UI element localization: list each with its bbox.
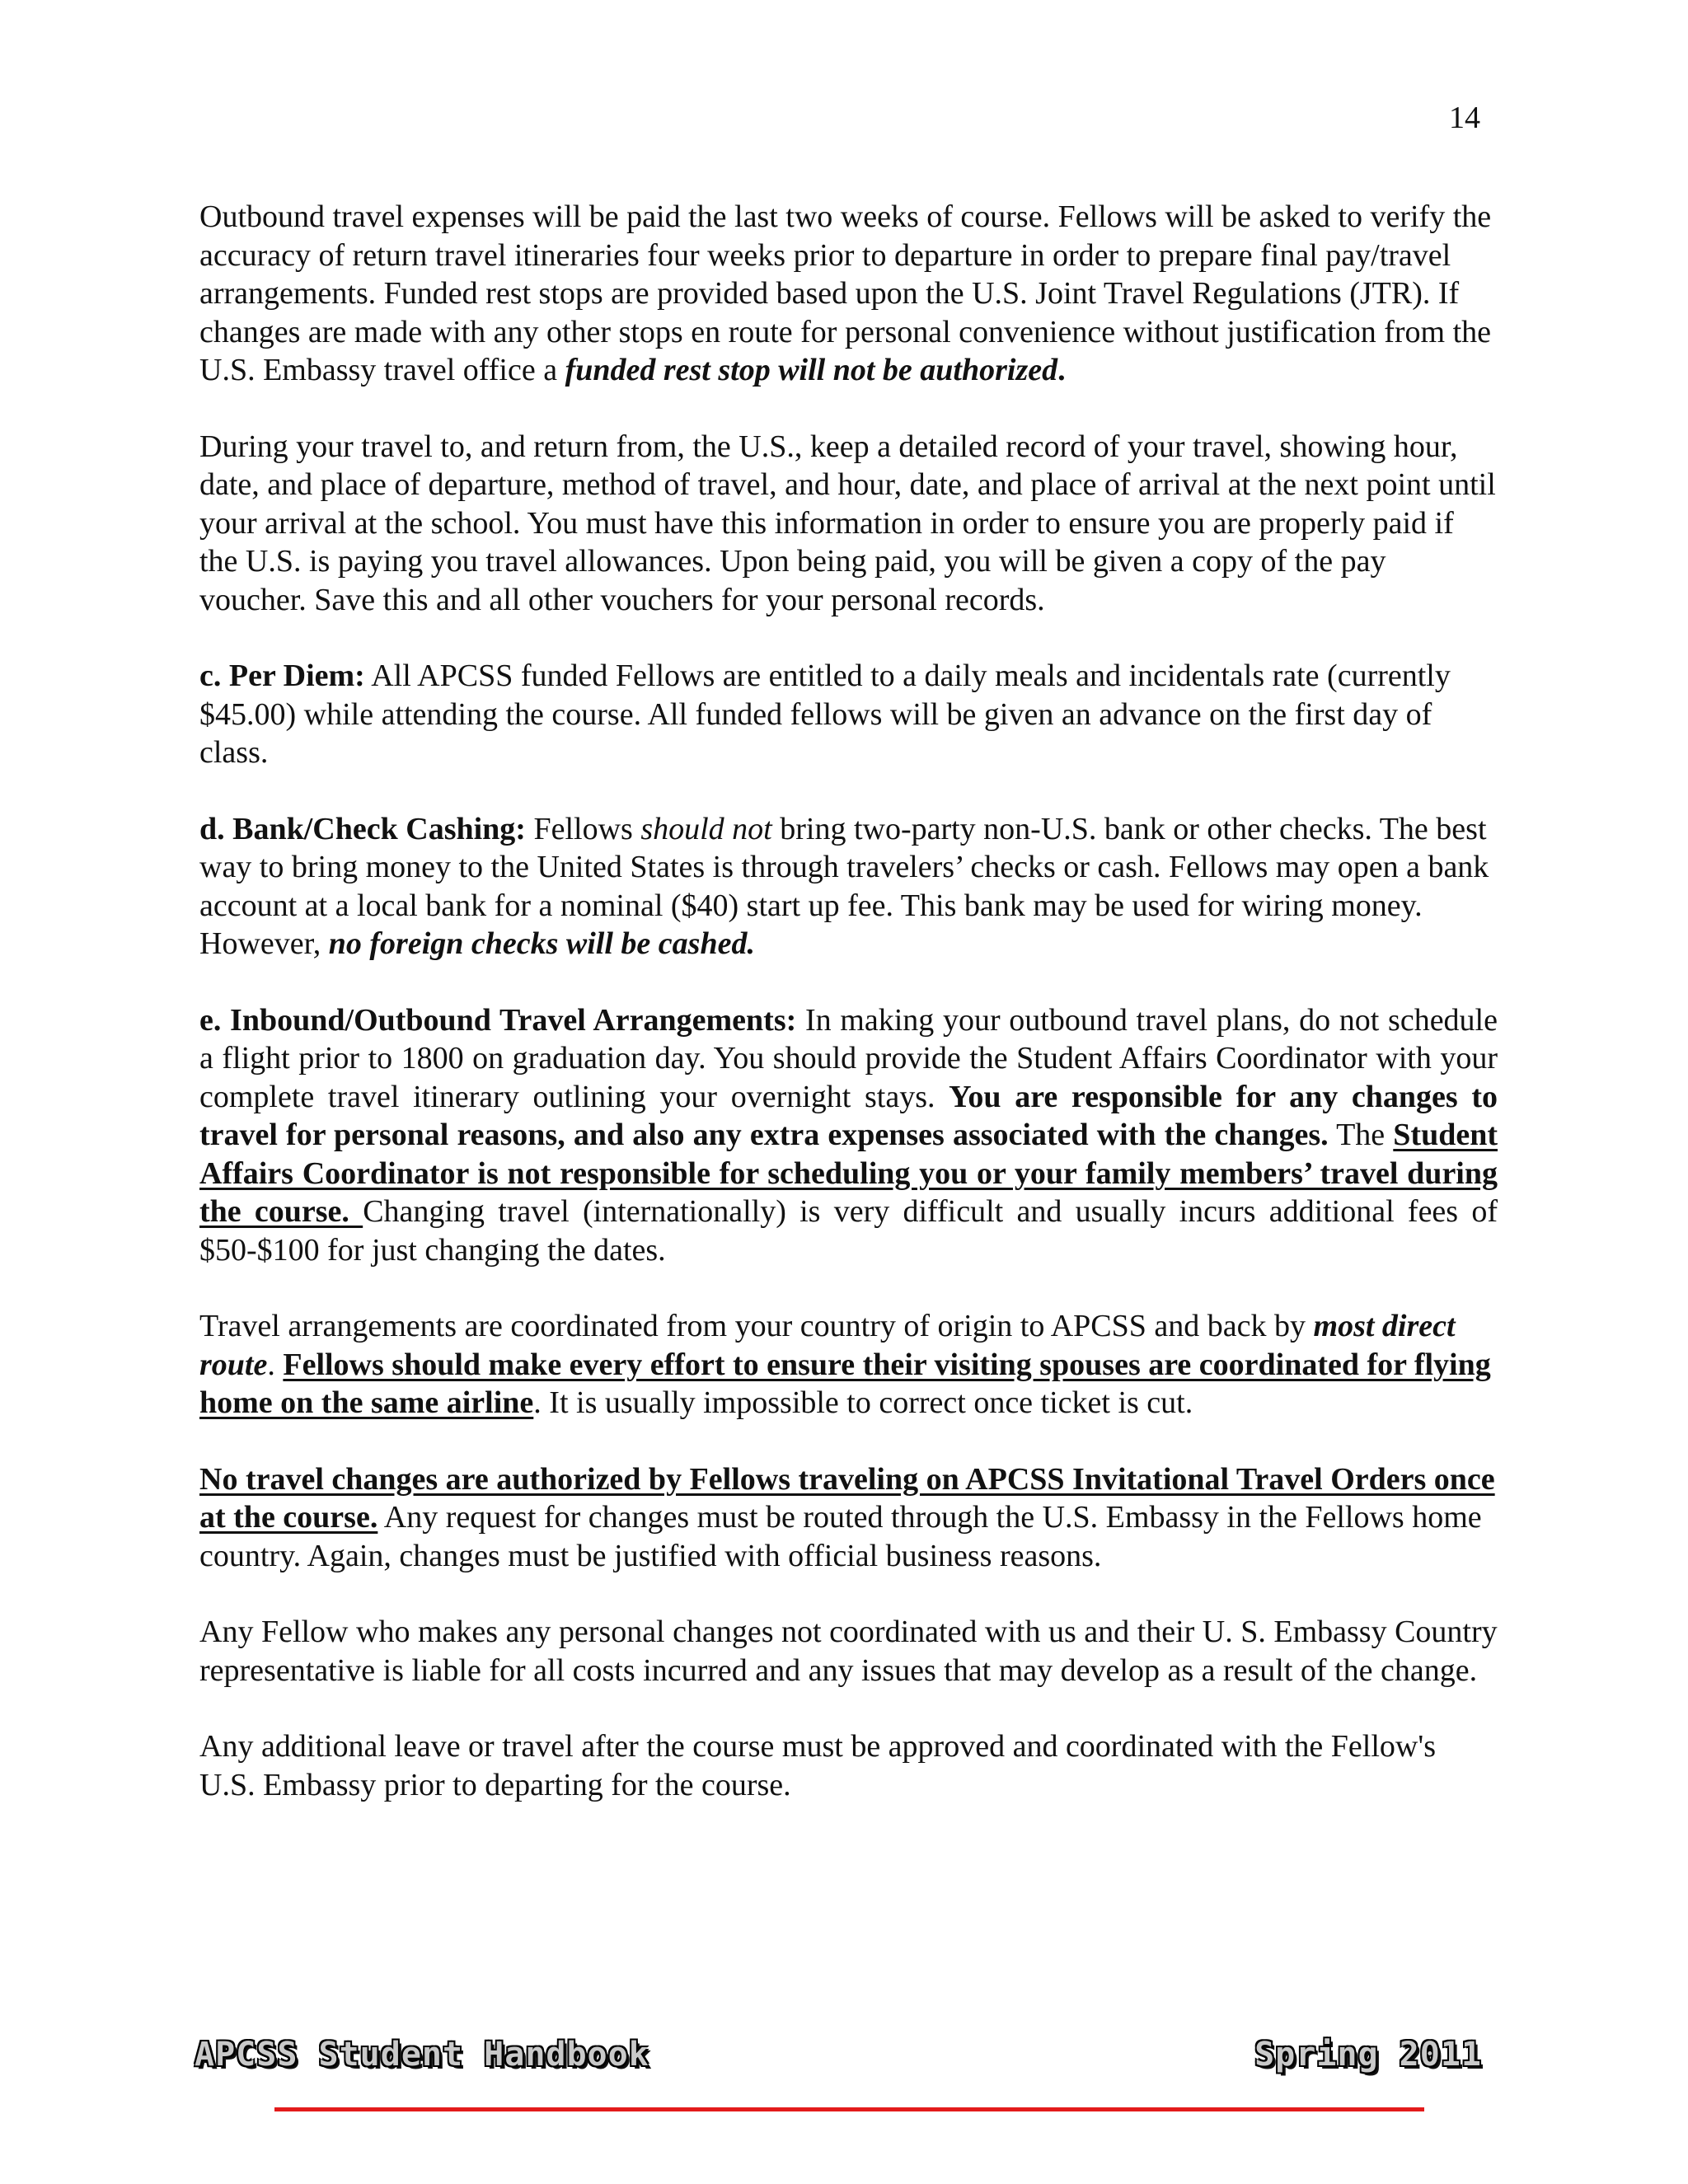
paragraph-period: . <box>1057 353 1066 387</box>
page-body <box>199 198 1498 1842</box>
paragraph-text: The <box>1328 1118 1394 1152</box>
paragraph-bank-check-cashing <box>199 810 1498 963</box>
section-heading-bank-check-cashing: d. Bank/Check Cashing: <box>199 811 526 846</box>
paragraph-outbound-expenses <box>199 198 1498 390</box>
paragraph-personal-changes: Any Fellow who makes any personal changes not coordinated with us and their U. S. Embassy Country representative is liable for all costs incurred and any issues that may develop as a result of the change. <box>199 1615 1498 1688</box>
paragraph-text: In making your outbound travel plans, do not schedule a flight prior to 1800 on graduation day. You should provide the Student Affairs Coordinator with your complete travel itinerary outlining your overnight stays. <box>199 1002 1498 1114</box>
paragraph-no-travel-changes <box>199 1460 1498 1576</box>
footer-term: Spring 2011 <box>1254 2036 1482 2074</box>
emphasis-same-airline: Fellows should make every effort to ensure their visiting spouses are coordinated for flying home on the same airline <box>199 1347 1491 1420</box>
paragraph-text: Travel arrangements are coordinated from your country of origin to APCSS and back by <box>199 1309 1314 1343</box>
emphasis-rest-stop: funded rest stop will not be authorized <box>565 353 1058 387</box>
paragraph-text: All APCSS funded Fellows are entitled to a daily meals and incidentals rate (currently $45.00) while attending the course. All funded fellows will be given an advance on the first day of class. <box>199 658 1451 770</box>
paragraph-text: Fellows <box>525 811 641 846</box>
emphasis-most-direct-route: most direct route <box>199 1309 1456 1382</box>
emphasis-coordinator-not-responsible: Student Affairs Coordinator is not responsible for scheduling you or your family members’ travel during the course. <box>199 1118 1498 1229</box>
footer-handbook-title: APCSS Student Handbook <box>195 2036 649 2074</box>
emphasis-no-travel-changes: No travel changes are authorized by Fellows traveling on APCSS Invitational Travel Orders once at the course. <box>199 1461 1495 1535</box>
emphasis-responsibility: You are responsible for any changes to travel for personal reasons, and also any extra expenses associated with the changes. <box>199 1079 1498 1152</box>
paragraph-travel-arrangements <box>199 1001 1498 1270</box>
paragraph-text: Any request for changes must be routed through the U.S. Embassy in the Fellows home country. Again, changes must be justified with official business reasons. <box>199 1500 1482 1573</box>
paragraph-per-diem <box>199 657 1498 772</box>
paragraph-text: bring two-party non-U.S. bank or other checks. The best way to bring money to the United States is through travelers’ checks or cash. Fellows may open a bank account at a local bank for a nominal ($40) start up fee. This bank may be used for wiring money. However, <box>199 811 1489 961</box>
page-number: 14 <box>1449 101 1480 135</box>
paragraph-travel-record: During your travel to, and return from, the U.S., keep a detailed record of your travel, showing hour, date, and place of departure, method of travel, and hour, date, and place of arrival at the next point until your arrival at the school. You must have this information in order to ensure you are properly paid if the U.S. is paying you travel allowances. Upon being paid, you will be given a copy of the pay voucher. Save this and all other vouchers for your personal records. <box>199 429 1496 617</box>
section-heading-per-diem: c. Per Diem: <box>199 658 365 693</box>
emphasis-should-not: should not <box>640 811 772 846</box>
paragraph-text: . It is usually impossible to correct once ticket is cut. <box>533 1385 1193 1420</box>
paragraph-direct-route <box>199 1307 1498 1422</box>
footer-divider <box>274 2107 1424 2111</box>
paragraph-text: . <box>267 1347 284 1382</box>
paragraph-text: Changing travel (internationally) is very difficult and usually incurs additional fees of $50-$100 for just changing the dates. <box>199 1194 1498 1268</box>
paragraph-additional-leave: Any additional leave or travel after the course must be approved and coordinated with the Fellow's U.S. Embassy prior to departing for the course. <box>199 1729 1436 1802</box>
paragraph-text: Outbound travel expenses will be paid the last two weeks of course. Fellows will be asked to verify the accuracy of return travel itineraries four weeks prior to departure in order to prepare final pay/travel arrangements. Funded rest stops are provided based upon the U.S. Joint Travel Regulations (JTR). If changes are made with any other stops en route for personal convenience without justification from the U.S. Embassy travel office a <box>199 199 1492 387</box>
section-heading-travel-arrangements: e. Inbound/Outbound Travel Arrangements: <box>199 1002 797 1038</box>
emphasis-no-foreign-checks: no foreign checks will be cashed. <box>328 926 755 961</box>
